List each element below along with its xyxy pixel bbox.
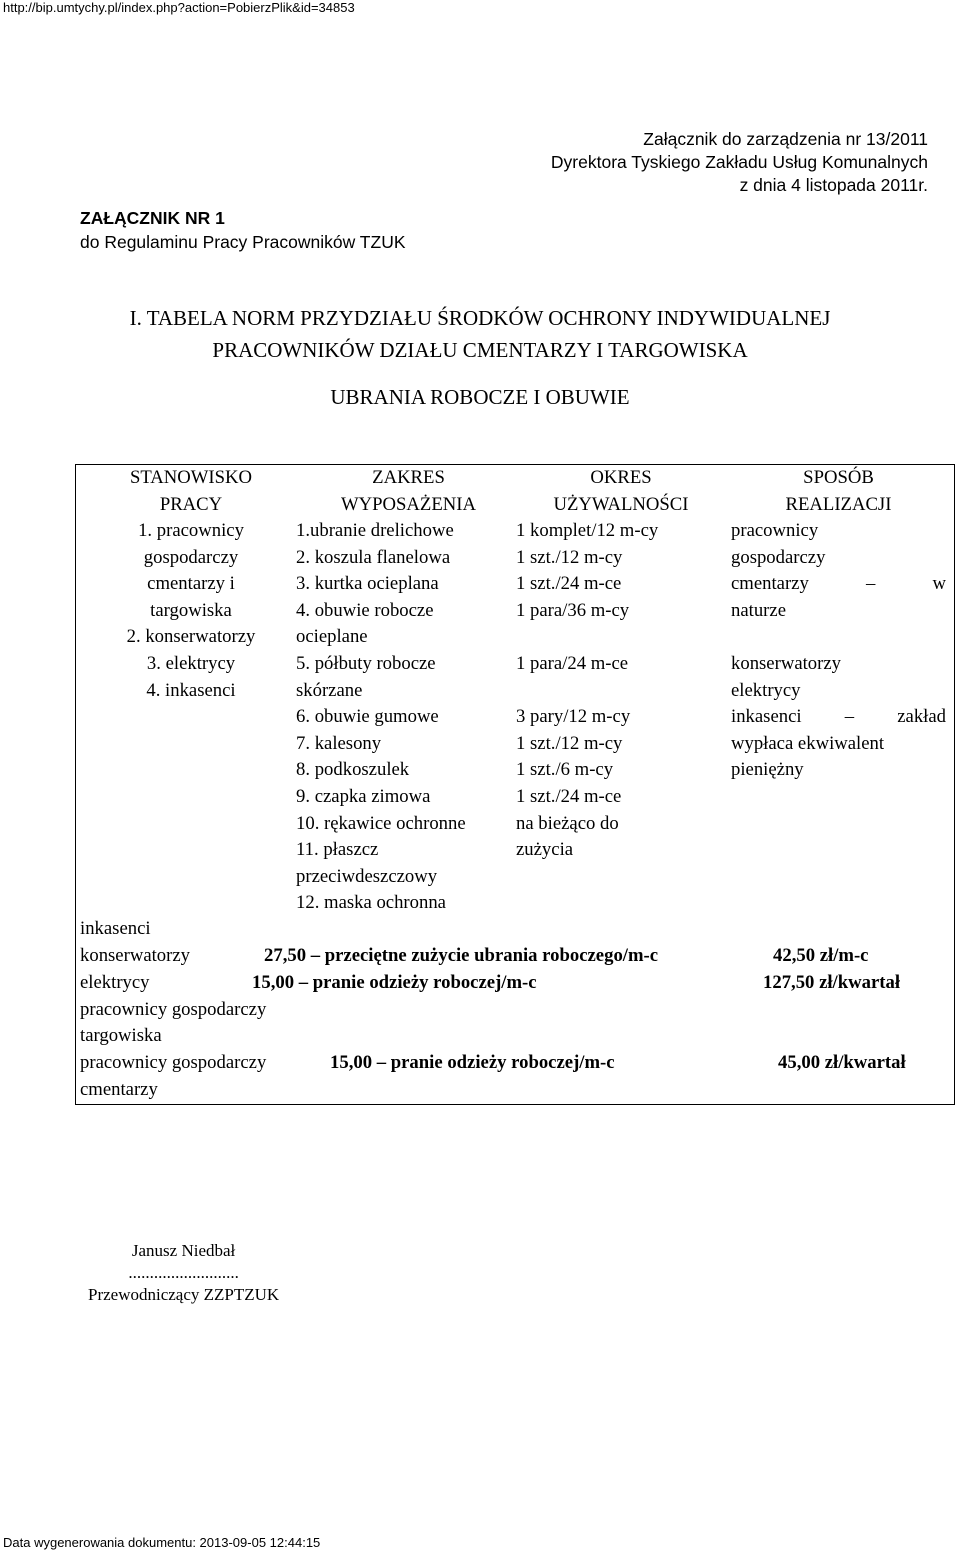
equipment-item: 9. czapka zimowa	[296, 785, 431, 807]
summary-row-elektrycy	[80, 972, 901, 994]
annex-subtitle: do Regulaminu Pracy Pracowników TZUK	[80, 232, 406, 252]
usage-item: 1 szt./24 m-ce	[516, 573, 622, 595]
usage-item: na bieżąco do	[516, 812, 619, 834]
realization-item: cmentarzy – w	[731, 573, 946, 595]
usage-item	[516, 678, 726, 705]
summary-inkasenci: inkasenci	[80, 918, 151, 939]
annex-note-line: z dnia 4 listopada 2011r.	[739, 175, 928, 195]
usage-item: 1 komplet/12 m-cy	[516, 520, 659, 541]
document-subtitle: UBRANIA ROBOCZE I OBUWIE	[330, 385, 630, 409]
column-usage	[516, 465, 726, 864]
source-url: http://bip.umtychy.pl/index.php?action=PobierzPlik&id=34853	[3, 0, 355, 15]
realization-item: gospodarczy	[731, 546, 826, 568]
header-line: ZAKRES	[372, 467, 445, 488]
equipment-item: 3. kurtka ocieplana	[296, 573, 439, 595]
equipment-item: 7. kalesony	[296, 732, 382, 754]
header-line: OKRES	[590, 467, 652, 488]
realization-item: konserwatorzy	[731, 652, 842, 674]
equipment-item: 12. maska ochronna	[296, 892, 446, 914]
signature-dots: ..........................	[128, 1263, 239, 1282]
equipment-item: skórzane	[296, 679, 363, 701]
usage-item: 1 para/36 m-cy	[516, 599, 630, 621]
header-line: REALIZACJI	[785, 493, 892, 515]
column-header	[91, 465, 291, 518]
column-positions	[91, 465, 291, 704]
header-line: STANOWISKO	[129, 467, 253, 488]
equipment-item: 1.ubranie drelichowe	[296, 520, 454, 541]
usage-item: 3 pary/12 m-cy	[516, 706, 631, 728]
realization-item: wypłaca ekwiwalent	[731, 732, 885, 754]
signature-role: Przewodniczący ZZPTZUK	[88, 1285, 280, 1304]
realization-item: inkasenci – zakład	[731, 706, 946, 728]
annex-title-block	[80, 206, 406, 254]
column-header	[516, 465, 726, 518]
summary-description: 15,00 – pranie odzieży roboczej/m-c	[330, 1052, 615, 1073]
summary-description: 15,00 – pranie odzieży roboczej/m-c	[252, 972, 537, 993]
title-line: I. TABELA NORM PRZYDZIAŁU ŚRODKÓW OCHRONY INDYWIDUALNEJ	[129, 306, 831, 330]
generation-date: Data wygenerowania dokumentu: 2013-09-05 12:44:15	[3, 1535, 321, 1550]
equipment-item: 6. obuwie gumowe	[296, 706, 439, 728]
header-line: SPOSÓB	[803, 467, 874, 488]
position-item: 4. inkasenci	[146, 679, 236, 701]
realization-item: pieniężny	[731, 759, 804, 781]
summary-label: elektrycy	[80, 972, 150, 993]
annex-note	[408, 128, 928, 197]
header-line: WYPOSAŻENIA	[341, 493, 476, 515]
column-equipment	[296, 465, 521, 917]
position-item: 1. pracownicy	[138, 520, 244, 541]
summary-label: pracownicy gospodarczy	[80, 1052, 267, 1073]
realization-item: naturze	[731, 599, 786, 621]
column-header	[296, 465, 521, 518]
annex-title: ZAŁĄCZNIK NR 1	[80, 208, 225, 228]
summary-label: konserwatorzy	[80, 945, 191, 966]
summary-amount: 127,50 zł/kwartał	[763, 972, 901, 993]
equipment-item: 10. rękawice ochronne	[296, 812, 466, 834]
equipment-item: ocieplane	[296, 626, 368, 648]
column-header	[731, 465, 946, 518]
summary-targowiska: targowiska	[80, 1025, 162, 1046]
position-item: 3. elektrycy	[146, 652, 236, 674]
usage-item: 1 szt./24 m-ce	[516, 785, 622, 807]
usage-item: 1 para/24 m-ce	[516, 652, 629, 674]
realization-item: elektrycy	[731, 679, 801, 701]
realization-item	[731, 624, 946, 651]
summary-description: 27,50 – przeciętne zużycie ubrania roboczego/m-c	[264, 945, 659, 966]
summary-amount: 42,50 zł/m-c	[773, 945, 869, 966]
position-item: targowiska	[150, 599, 232, 621]
signature-name: Janusz Niedbał	[131, 1241, 236, 1260]
usage-item: 1 szt./6 m-cy	[516, 759, 614, 781]
equipment-item: 2. koszula flanelowa	[296, 546, 451, 568]
annex-note-line: Dyrektora Tyskiego Zakładu Usług Komunalnych	[550, 152, 928, 172]
position-item: 2. konserwatorzy	[126, 626, 256, 648]
document-title	[0, 302, 960, 366]
annex-note-line: Załącznik do zarządzenia nr 13/2011	[643, 129, 928, 149]
position-item: cmentarzy i	[147, 573, 235, 595]
usage-item: 1 szt./12 m-cy	[516, 732, 623, 754]
usage-item: zużycia	[516, 839, 574, 861]
realization-item: pracownicy	[731, 520, 819, 541]
usage-item: 1 szt./12 m-cy	[516, 546, 623, 568]
usage-item	[516, 624, 726, 651]
signature-block	[88, 1240, 279, 1306]
equipment-item: 5. półbuty robocze	[296, 652, 436, 674]
header-line: UŻYWALNOŚCI	[553, 493, 689, 515]
summary-cmentarzy: cmentarzy	[80, 1079, 158, 1100]
equipment-item: 8. podkoszulek	[296, 759, 410, 781]
equipment-item: 11. płaszcz	[296, 839, 379, 861]
position-item: gospodarczy	[143, 546, 239, 568]
norms-table	[75, 464, 955, 1105]
summary-amount: 45,00 zł/kwartał	[778, 1052, 906, 1073]
column-realization	[731, 465, 946, 784]
summary-row-pracownicy	[80, 1052, 906, 1074]
summary-row-konserwatorzy	[80, 945, 869, 967]
equipment-item: 4. obuwie robocze	[296, 599, 434, 621]
header-line: PRACY	[159, 493, 223, 515]
summary-pg1: pracownicy gospodarczy	[80, 999, 267, 1020]
title-line: PRACOWNIKÓW DZIAŁU CMENTARZY I TARGOWISKA	[212, 338, 748, 362]
equipment-item: przeciwdeszczowy	[296, 865, 438, 887]
